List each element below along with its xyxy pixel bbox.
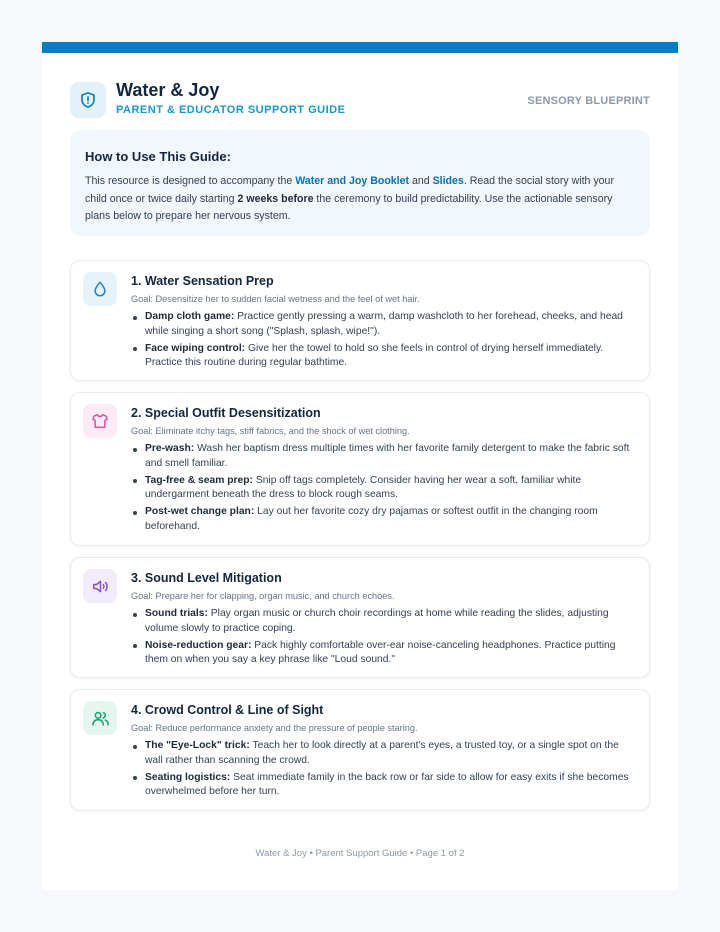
page-footer: Water & Joy • Parent Support Guide • Page 1 of 2 bbox=[255, 848, 465, 859]
list-item: Seating logistics: Seat immediate family in the back row or far side to allow for easy exits if she becomes overwhelmed before her turn. bbox=[131, 771, 639, 800]
page-title: Water & Joy bbox=[116, 80, 220, 100]
list-item: Post-wet change plan: Lay out her favorite cozy dry pajamas or softest outfit in the changing room beforehand. bbox=[131, 505, 639, 534]
section-card-sound bbox=[70, 557, 650, 678]
accent-bar bbox=[42, 42, 678, 53]
header-badge: SENSORY BLUEPRINT bbox=[527, 95, 650, 107]
section-card-outfit bbox=[70, 392, 650, 546]
section-card-crowd bbox=[70, 689, 650, 811]
section-goal: Goal: Eliminate itchy tags, stiff fabrics, and the shock of wet clothing. bbox=[131, 426, 410, 436]
users-icon bbox=[83, 701, 117, 735]
list-item: The "Eye-Lock" trick: Teach her to look directly at a parent's eyes, a trusted toy, or a single spot on the wall rather than scanning the crowd. bbox=[131, 739, 639, 768]
slides-link[interactable]: Slides bbox=[432, 175, 464, 187]
section-list bbox=[131, 607, 639, 670]
section-title: 2. Special Outfit Desensitization bbox=[131, 406, 321, 420]
section-card-water bbox=[70, 260, 650, 381]
speaker-icon bbox=[83, 569, 117, 603]
intro-text: This resource is designed to accompany the Water and Joy Booklet and Slides. Read the social story with your child once or twice daily starting 2 weeks before the ceremony to build predictability. Use the actionable sensory plans below to prepare her nervous system. bbox=[85, 175, 614, 222]
list-item: Face wiping control: Give her the towel to hold so she feels in control of drying herself immediately. Practice this routine during regular bathtime. bbox=[131, 342, 639, 371]
list-item: Damp cloth game: Practice gently pressing a warm, damp washcloth to her forehead, cheeks, and head while singing a short song ("Splash, splash, wipe!"). bbox=[131, 310, 639, 339]
section-goal: Goal: Reduce performance anxiety and the pressure of people staring. bbox=[131, 723, 418, 733]
section-list bbox=[131, 310, 639, 373]
section-title: 4. Crowd Control & Line of Sight bbox=[131, 703, 324, 717]
list-item: Pre-wash: Wash her baptism dress multiple times with her favorite family detergent to make the fabric soft and smell familiar. bbox=[131, 442, 639, 471]
list-item: Sound trials: Play organ music or church choir recordings at home while reading the slides, adjusting volume slowly to practice coping. bbox=[131, 607, 639, 636]
list-item: Noise-reduction gear: Pack highly comfortable over-ear noise-canceling headphones. Practice putting them on when you say a key phrase like "Loud sound." bbox=[131, 639, 639, 668]
section-list bbox=[131, 739, 639, 802]
shirt-icon bbox=[83, 404, 117, 438]
intro-box bbox=[70, 130, 650, 236]
page-header bbox=[70, 80, 650, 120]
section-title: 3. Sound Level Mitigation bbox=[131, 571, 282, 585]
water-drop-icon bbox=[83, 272, 117, 306]
intro-heading: How to Use This Guide: bbox=[85, 149, 231, 164]
section-goal: Goal: Prepare her for clapping, organ music, and church echoes. bbox=[131, 591, 395, 601]
section-list bbox=[131, 442, 639, 537]
section-goal: Goal: Desensitize her to sudden facial wetness and the feel of wet hair. bbox=[131, 294, 420, 304]
page-subtitle: PARENT & EDUCATOR SUPPORT GUIDE bbox=[116, 104, 346, 116]
booklet-link[interactable]: Water and Joy Booklet bbox=[295, 175, 410, 187]
shield-icon bbox=[70, 82, 106, 118]
list-item: Tag-free & seam prep: Snip off tags completely. Consider having her wear a soft, familiar white undergarment beneath the dress to block rough seams. bbox=[131, 474, 639, 503]
guide-page bbox=[42, 42, 678, 890]
section-title: 1. Water Sensation Prep bbox=[131, 274, 274, 288]
